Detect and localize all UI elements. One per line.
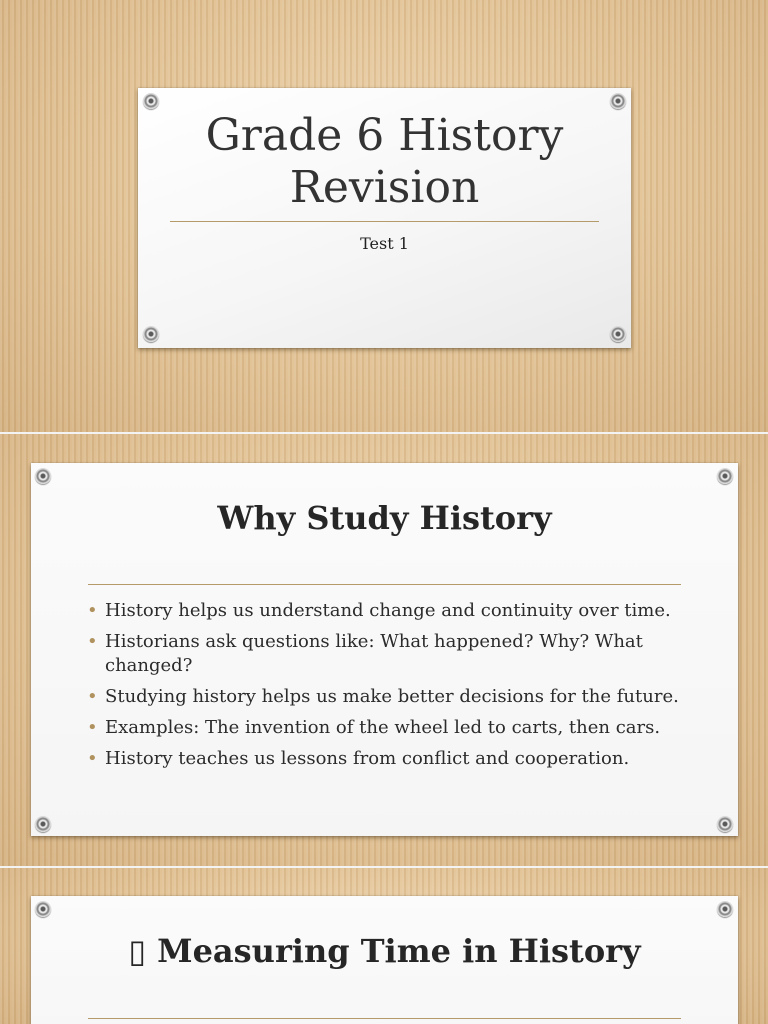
list-item: • Historians ask questions like: What happened? Why? What changed? — [87, 631, 643, 676]
content-card — [31, 463, 738, 836]
slide-1 — [0, 0, 768, 432]
list-item: • Examples: The invention of the wheel led to carts, then cars. — [87, 717, 661, 738]
title-line-2: Revision — [289, 162, 480, 213]
rivet-icon — [143, 326, 159, 342]
bullet-list — [87, 599, 698, 778]
presentation-title — [138, 110, 631, 214]
title-line-1: Grade 6 History — [205, 110, 564, 161]
slide-title: Why Study History — [217, 499, 552, 537]
title-divider — [88, 1018, 681, 1019]
title-divider — [170, 221, 599, 222]
list-item: • History helps us understand change and continuity over time. — [87, 600, 671, 621]
rivet-icon — [610, 326, 626, 342]
rivet-icon — [610, 93, 626, 109]
subtitle: Test 1 — [360, 234, 409, 253]
list-item: • Studying history helps us make better decisions for the future. — [87, 686, 679, 707]
rivet-icon — [35, 901, 51, 917]
bullet-area — [31, 463, 738, 836]
list-item: • History teaches us lessons from conflict and cooperation. — [87, 748, 630, 769]
slide-2 — [0, 434, 768, 866]
content-card — [31, 896, 738, 1024]
slide-title: ▯ Measuring Time in History — [128, 932, 641, 970]
slide-3 — [0, 868, 768, 1024]
title-card — [138, 88, 631, 348]
rivet-icon — [717, 901, 733, 917]
rivet-icon — [143, 93, 159, 109]
